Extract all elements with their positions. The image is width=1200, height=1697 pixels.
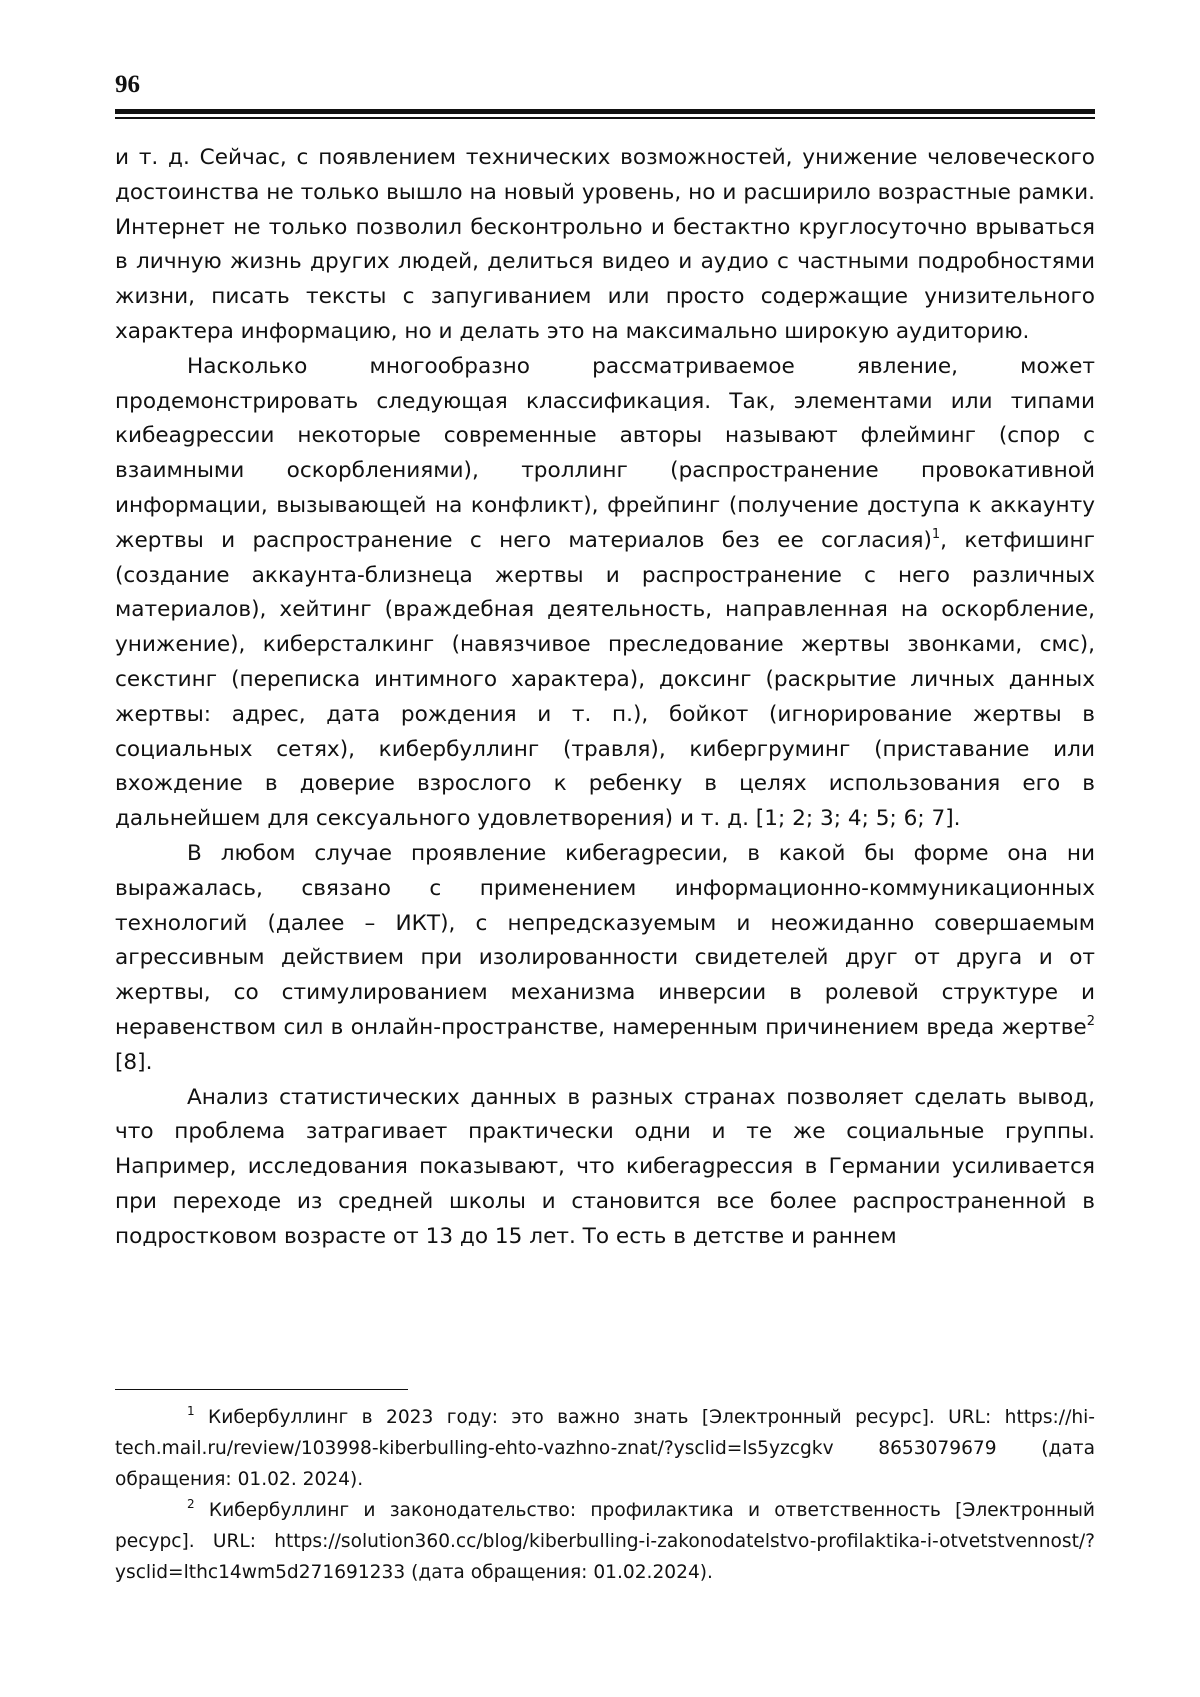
footnote-separator <box>115 1389 408 1390</box>
paragraph-3 <box>115 837 1095 1081</box>
paragraph-1: и т. д. Сейчас, с появлением технических возможностей, унижение человеческого достоинства не только вышло на новый уровень, но и расширило возрастные рамки. Интернет не только позволил бесконтрольно и бестактно круглосуточно врываться в личную жизнь других людей, делиться видео и аудио с частными подробностями жизни, писать тексты с запугиванием или просто содержащие унизительного характера информацию, но и делать это на максимально широкую аудиторию. <box>115 145 1095 344</box>
footnotes <box>115 1402 1095 1588</box>
footnote-1-text: Кибербуллинг в 2023 году: это важно знать [Электронный ресурс]. URL: https://hi-tech.mail.ru/review/103998-kiberbulling-ehto-vazhno-znat/?ysclid=ls5yzcgkv 8653079679 (дата обращения: 01.02. 2024). <box>115 1407 1095 1490</box>
footnote-1 <box>115 1402 1095 1495</box>
paragraph-3-text-after: [8]. <box>115 1049 153 1075</box>
footnote-ref-2[interactable]: 2 <box>1086 1013 1095 1029</box>
footnote-2-text: Кибербуллинг и законодательство: профилактика и ответственность [Электронный ресурс]. URL: https://solution360.cc/blog/kiberbulling-i-zakonodatelstvo-profilaktika-i-otvetstvennost/?ysclid=lthc14wm5d271691233 (дата обращения: 01.02.2024). <box>115 1500 1095 1583</box>
paragraph-2-text-after: , кетфишинг (создание аккаунта-близнеца жертвы и распространение с него различных материалов), хейтинг (враждебная деятельность, направленная на оскорбление, унижение), киберсталкинг (навязчивое преследование жертвы звонками, смс), секстинг (переписка интимного характера), доксинг (раскрытие личных данных жертвы: адрес, дата рождения и т. п.), бойкот (игнорирование жертвы в социальных сетях), кибербуллинг (травля), кибергруминг (приставание или вхождение в доверие взрослого к ребенку в целях использования его в дальнейшем для сексуального удовлетворения) и т. д. [1; 2; 3; 4; 5; 6; 7]. <box>115 527 1096 832</box>
body-text <box>115 141 1095 1255</box>
paragraph-3-text-before: В любом случае проявление кибeragресии, в какой бы форме она ни выражалась, связано с применением информационно-коммуникационных технологий (далее – ИКТ), с непредсказуемым и неожиданно совершаемым агрессивным действием при изолированности свидетелей друг от друга и от жертвы, со стимулированием механизма инверсии в ролевой структуре и неравенством сил в онлайн-пространстве, намеренным причинением вреда жертве <box>115 840 1095 1040</box>
paragraph-2 <box>115 350 1095 837</box>
header-rule-thin <box>115 117 1095 119</box>
footnote-1-number: 1 <box>187 1404 195 1418</box>
paragraph-2-text-before: Насколько многообразно рассматриваемое явление, может продемонстрировать следующая классификация. Так, элементами или типами кибеagрессии некоторые современные авторы называют флейминг (спор с взаимными оскорблениями), троллинг (распространение провокативной информации, вызывающей на конфликт), фрейпинг (получение доступа к аккаунту жертвы и распространение с него материалов без ее согласия) <box>115 353 1095 553</box>
footnote-ref-1[interactable]: 1 <box>931 526 941 542</box>
footnote-2 <box>115 1495 1095 1588</box>
page-number: 96 <box>115 71 140 98</box>
paragraph-4: Анализ статистических данных в разных странах позволяет сделать вывод, что проблема затрагивает практически одни и те же социальные группы. Например, исследования показывают, что кибeragрессия в Германии усиливается при переходе из средней школы и становится все более распространенной в подростковом возрасте от 13 до 15 лет. То есть в детстве и раннем <box>115 1084 1095 1249</box>
footnote-2-number: 2 <box>187 1497 195 1511</box>
header-rule-thick <box>115 109 1095 114</box>
